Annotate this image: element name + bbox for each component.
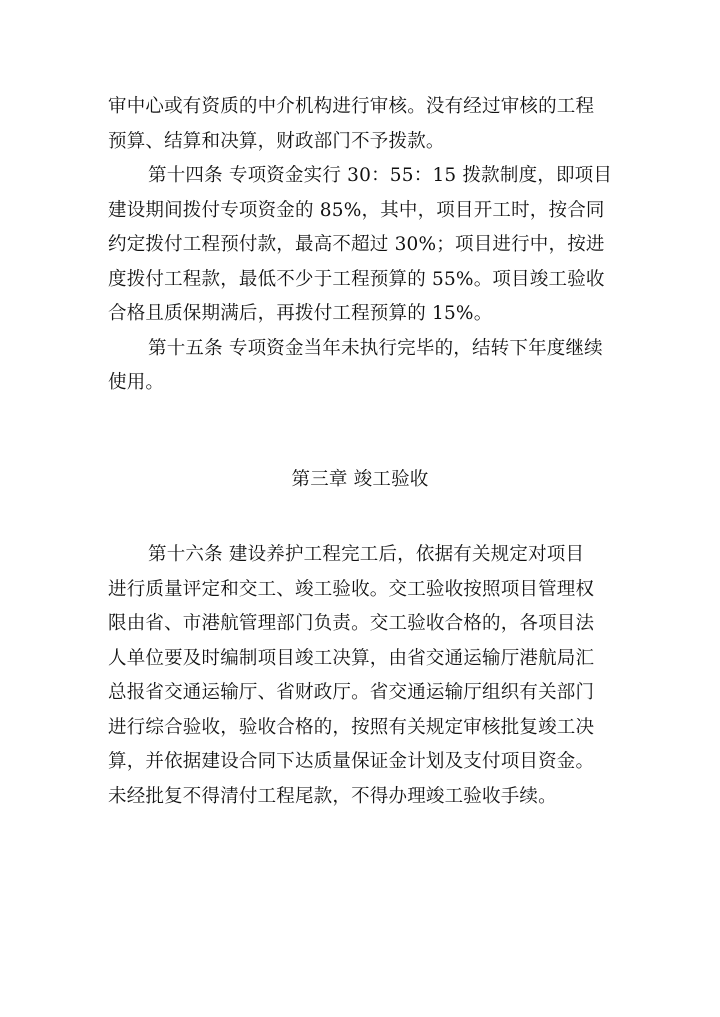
paragraph-article-15 bbox=[108, 332, 638, 401]
text-line: 建设期间拨付专项资金的 85%，其中，项目开工时，按合同 bbox=[108, 199, 605, 221]
text-line: 限由省、市港航管理部门负责。交工验收合格的，各项目法 bbox=[108, 613, 595, 634]
text-line: 预算、结算和决算，财政部门不予拨款。 bbox=[108, 130, 445, 152]
text-line: 第十四条 专项资金实行 30：55：15 拨款制度，即项目 bbox=[148, 165, 613, 186]
text-line: 第十五条 专项资金当年未执行完毕的，结转下年度继续 bbox=[148, 337, 603, 359]
upper-text-block bbox=[108, 90, 638, 401]
text-line: 进行综合验收，验收合格的，按照有关规定审核批复竣工决 bbox=[108, 716, 595, 738]
text-line: 算，并依据建设合同下达质量保证金计划及支付项目资金。 bbox=[108, 751, 595, 772]
text-line: 未经批复不得清付工程尾款，不得办理竣工验收手续。 bbox=[108, 785, 557, 807]
chapter-heading: 第三章 竣工验收 bbox=[291, 469, 429, 490]
text-line: 总报省交通运输厅、省财政厅。省交通运输厅组织有关部门 bbox=[108, 682, 595, 703]
text-line: 第十六条 建设养护工程完工后，依据有关规定对项目 bbox=[148, 544, 585, 565]
text-line: 审中心或有资质的中介机构进行审核。没有经过审核的工程 bbox=[108, 96, 595, 117]
text-line: 度拨付工程款，最低不少于工程预算的 55%。项目竣工验收 bbox=[108, 268, 605, 290]
paragraph-article-14 bbox=[108, 159, 638, 332]
paragraph-article-16 bbox=[108, 538, 648, 814]
text-line: 合格且质保期满后，再拨付工程预算的 15%。 bbox=[108, 303, 493, 324]
paragraph-continuation bbox=[108, 90, 638, 159]
text-line: 人单位要及时编制项目竣工决算，由省交通运输厅港航局汇 bbox=[108, 647, 595, 669]
lower-text-block bbox=[108, 538, 648, 814]
text-line: 进行质量评定和交工、竣工验收。交工验收按照项目管理权 bbox=[108, 578, 595, 600]
text-line: 约定拨付工程预付款，最高不超过 30%；项目进行中，按进 bbox=[108, 234, 605, 255]
text-line: 使用。 bbox=[108, 372, 165, 393]
